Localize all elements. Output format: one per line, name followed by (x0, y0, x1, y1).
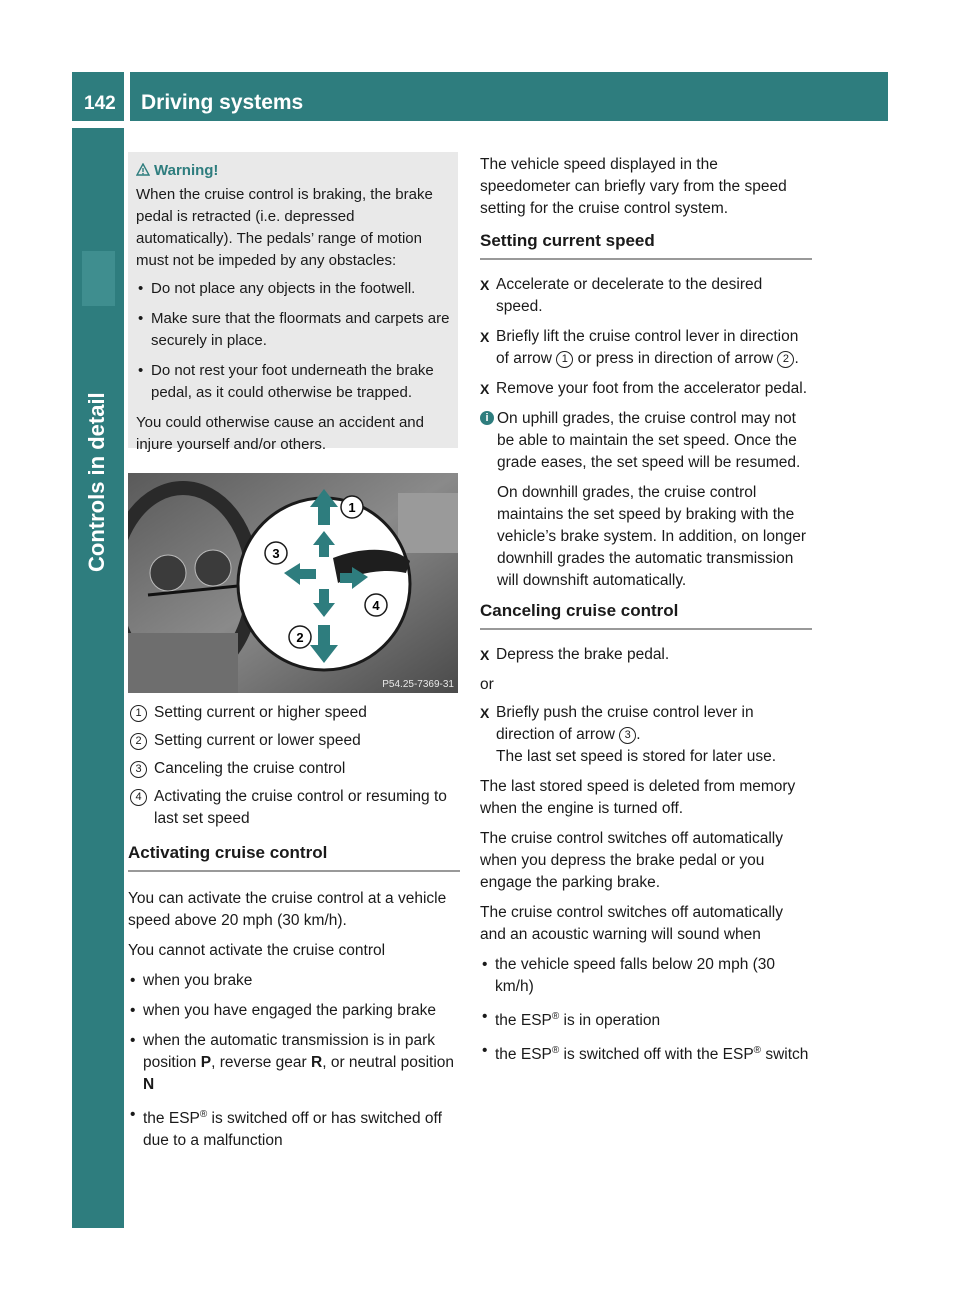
left-column (128, 702, 460, 1160)
step-item: X Accelerate or decelerate to the desired speed. (480, 274, 812, 318)
figure-marker-4: 4 (372, 598, 380, 613)
page-number-box (72, 72, 124, 121)
warning-title: Warning! (136, 160, 454, 182)
warning-bullet: • Make sure that the floormats and carpets are securely in place. (136, 308, 454, 352)
step-item: X Depress the brake pedal. (480, 644, 812, 666)
list-item: • the ESP® is switched off or has switched off due to a malfunction (128, 1104, 460, 1152)
info-note: i On uphill grades, the cruise control may not be able to maintain the set speed. Once the grade eases, the set speed will be resumed. On downhill grades, the cruise control maintains the set speed by braking with the vehicle’s brake system. In addition, on longer downhill grades the automatic transmission will downshift automatically. (480, 408, 812, 592)
side-tab-label: Controls in detail (84, 392, 109, 572)
warning-intro: When the cruise control is braking, the brake pedal is retracted (i.e. depressed automatically). The pedals’ range of motion must not be impeded by any obstacles: (136, 186, 433, 269)
legend-item: 4 Activating the cruise control or resuming to last set speed (128, 786, 460, 830)
heading-canceling: Canceling cruise control (480, 600, 812, 630)
figure-marker-2: 2 (296, 630, 304, 645)
warning-bullet: • Do not place any objects in the footwell. (136, 278, 454, 300)
step-item: X Briefly push the cruise control lever in direction of arrow 3 . The last set speed is stored for later use. (480, 702, 812, 768)
warning-box (128, 152, 458, 453)
list-item: • when you have engaged the parking brake (128, 1000, 460, 1022)
warning-triangle-icon (136, 163, 150, 176)
auto-off-warning: The cruise control switches off automatically and an acoustic warning will sound when (480, 904, 783, 943)
section-title: Driving systems (141, 91, 304, 114)
warning-bullet: • Do not rest your foot underneath the brake pedal, as it could otherwise be trapped. (136, 360, 454, 404)
legend-item: 2 Setting current or lower speed (128, 730, 460, 752)
or-text: or (480, 676, 494, 693)
step-item: X Briefly lift the cruise control lever in direction of arrow 1 or press in direction of arrow 2 . (480, 326, 812, 370)
right-column (480, 154, 812, 1074)
list-item: • the ESP® is switched off with the ESP® switch (480, 1040, 812, 1066)
step-item: X Remove your foot from the accelerator pedal. (480, 378, 812, 400)
list-item: • the ESP® is in operation (480, 1006, 812, 1032)
activating-p2: You cannot activate the cruise control (128, 942, 386, 959)
cruise-control-lever-illustration (128, 473, 458, 693)
list-item: • when the automatic transmission is in park position P, reverse gear R, or neutral position N (128, 1030, 460, 1096)
info-icon: i (480, 411, 494, 425)
figure-marker-3: 3 (272, 546, 280, 561)
speed-display-note: The vehicle speed displayed in the speedometer can briefly vary from the speed setting for the cruise control system. (480, 156, 787, 217)
memory-note: The last stored speed is deleted from memory when the engine is turned off. (480, 778, 796, 817)
list-item: • the vehicle speed falls below 20 mph (30 km/h) (480, 954, 812, 998)
activating-p1: You can activate the cruise control at a vehicle speed above 20 mph (30 km/h). (128, 890, 447, 929)
list-item: • when you brake (128, 970, 460, 992)
heading-activating: Activating cruise control (128, 842, 460, 872)
legend-item: 3 Canceling the cruise control (128, 758, 460, 780)
warning-outro: You could otherwise cause an accident and injure yourself and/or others. (136, 414, 424, 453)
heading-setting: Setting current speed (480, 230, 812, 260)
side-tab-marker (82, 251, 115, 306)
section-header (130, 72, 888, 121)
auto-off-note: The cruise control switches off automatically when you depress the brake pedal or you engage the parking brake. (480, 830, 783, 891)
page-number: 142 (84, 93, 116, 114)
figure-marker-1: 1 (348, 500, 356, 515)
cruise-control-figure (128, 473, 458, 693)
figure-code: P54.25-7369-31 (382, 679, 454, 690)
legend-item: 1 Setting current or higher speed (128, 702, 460, 724)
